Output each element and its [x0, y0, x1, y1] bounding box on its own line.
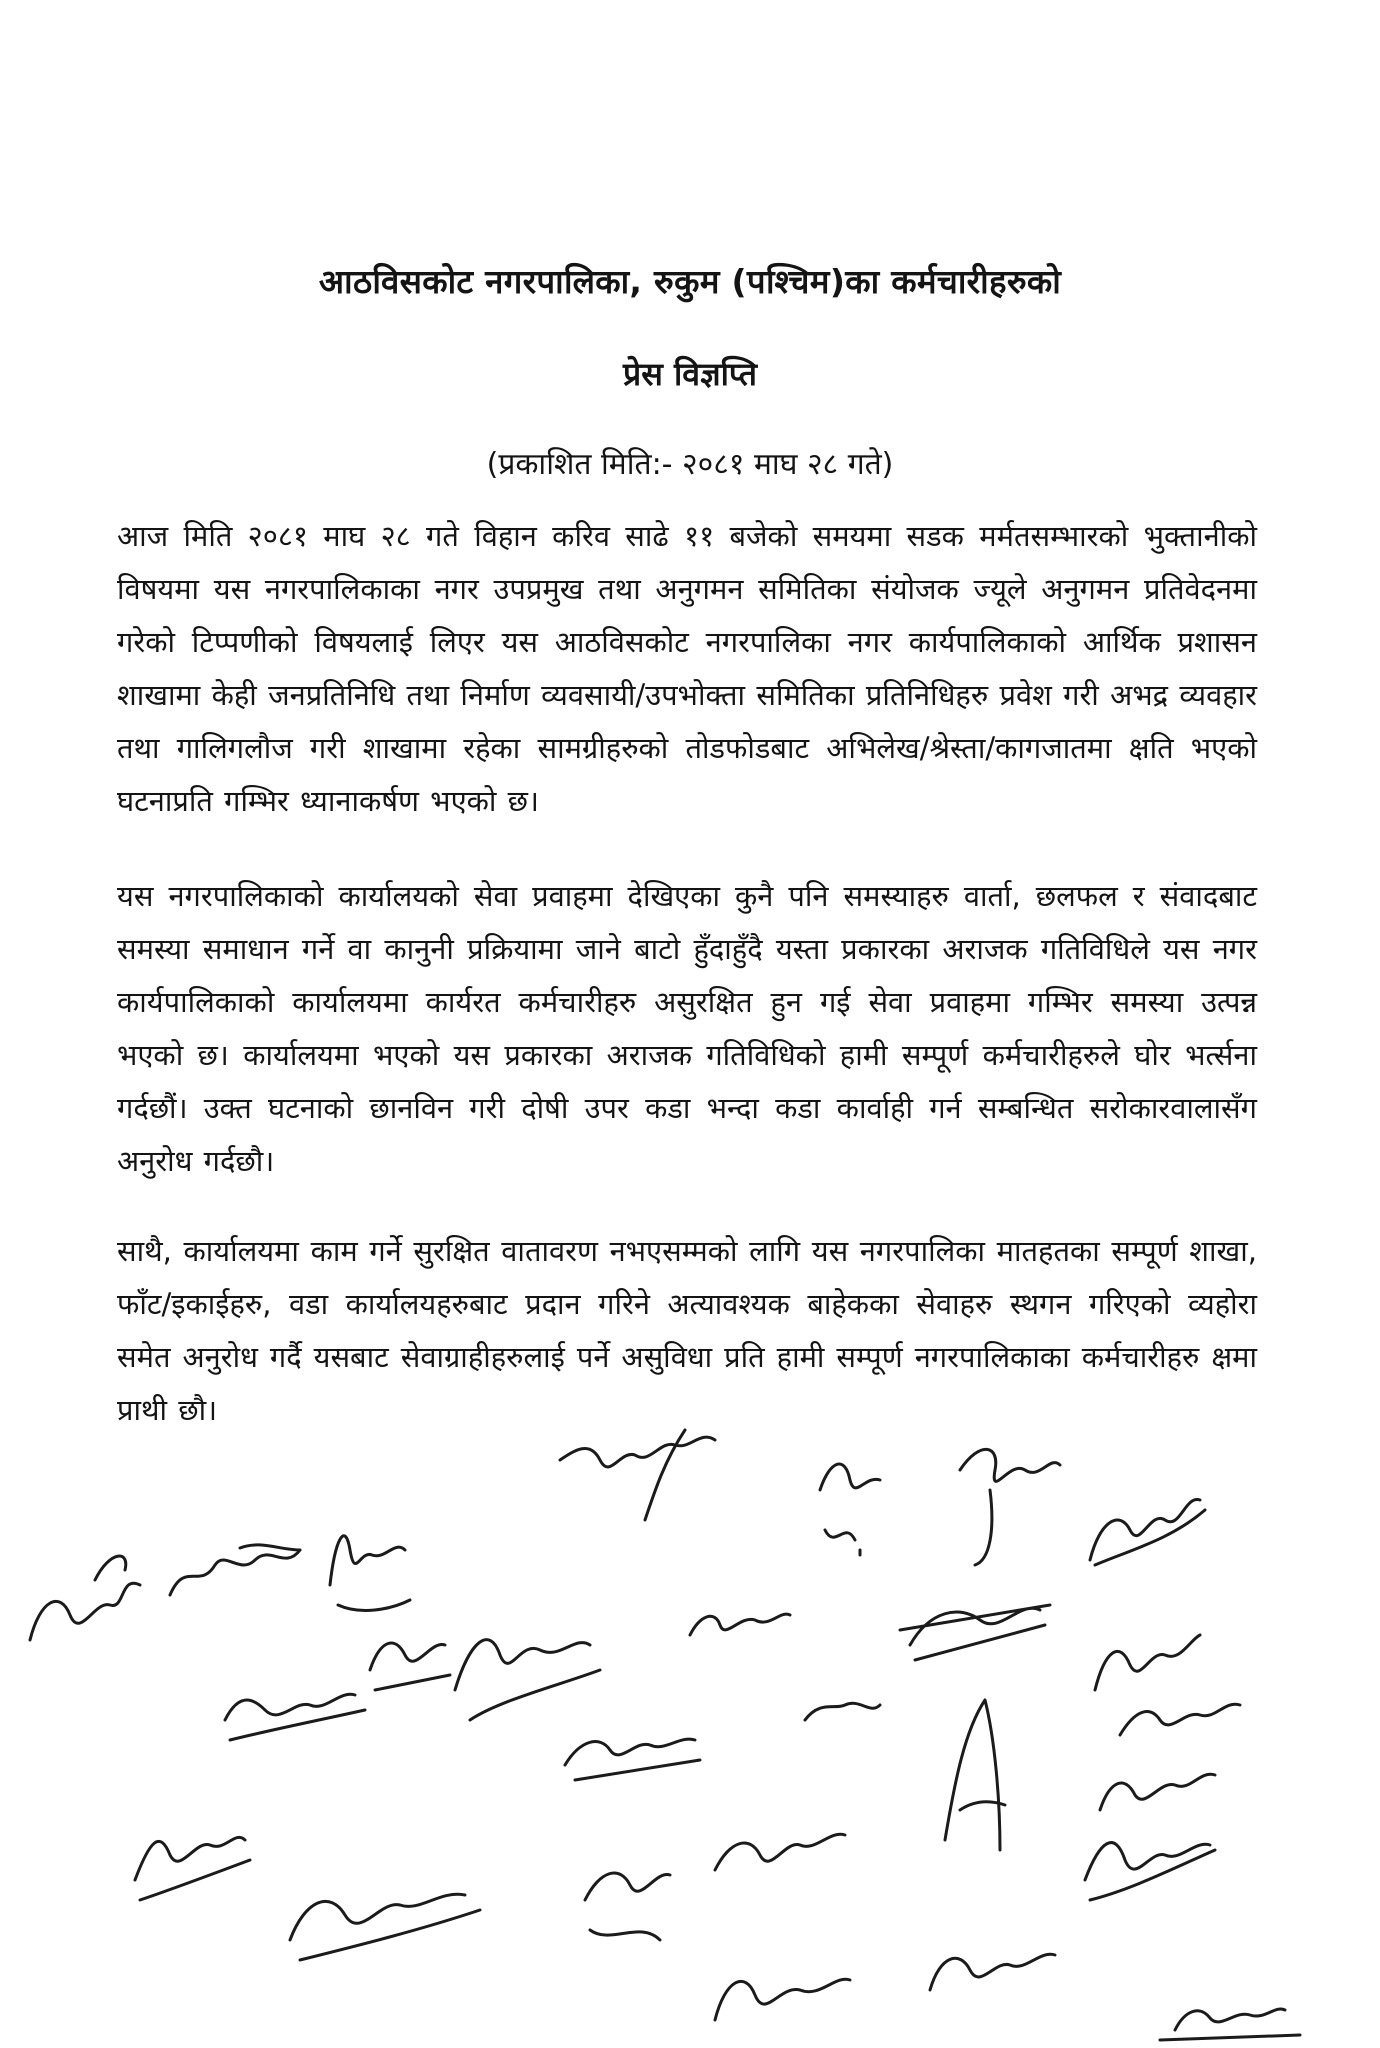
- signature-2: [170, 1545, 300, 1595]
- signature-1: [30, 1556, 140, 1640]
- signature-15: [945, 1700, 1005, 1850]
- signature-11: [1095, 1635, 1200, 1690]
- document-subtitle: प्रेस विज्ञप्ति: [623, 355, 757, 393]
- signature-23: [1160, 2009, 1300, 2040]
- signature-20: [715, 1979, 850, 2020]
- signature-25: [1100, 1774, 1215, 1810]
- signature-17: [290, 1894, 480, 1960]
- signature-18: [585, 1873, 670, 1940]
- publication-date: (प्रकाशित मिति:- २०८१ माघ २८ गते): [486, 447, 894, 482]
- signature-4: [560, 1430, 715, 1520]
- signature-5: [820, 1464, 880, 1555]
- signature-7: [1090, 1500, 1205, 1565]
- signatures-svg: [0, 1400, 1380, 2048]
- paragraph-1: आज मिति २०८१ माघ २८ गते विहान करिव साढे ११ बजेको समयमा सडक मर्मतसम्भारको भुक्तानीको विषयमा यस नगरपालिकाका नगर उपप्रमुख तथा अनुगमन समितिका संयोजक ज्यूले अनुगमन प्रतिवेदनमा गरेको टिप्पणीको विषयलाई लिएर यस आठविसकोट नगरपालिका नगर कार्यपालिकाको आर्थिक प्रशासन शाखामा केही जनप्रतिनिधि तथा निर्माण व्यवसायी/उपभोक्ता समितिका प्रतिनिधिहरु प्रवेश गरी अभद्र व्यवहार तथा गालिगलौज गरी शाखामा रहेका सामग्रीहरुको तोडफोडबाट अभिलेख/श्रेस्ता/कागजातमा क्षति भएको घटनाप्रति गम्भिर ध्यानाकर्षण भएको छ।: [117, 519, 1257, 818]
- signature-26: [370, 1643, 450, 1690]
- signature-6: [960, 1449, 1060, 1565]
- paragraph-2: यस नगरपालिकाको कार्यालयको सेवा प्रवाहमा देखिएका कुनै पनि समस्याहरु वार्ता, छलफल र संवादबाट समस्या समाधान गर्ने वा कानुनी प्रक्रियामा जाने बाटो हुँदाहुँदै यस्ता प्रकारका अराजक गतिविधिले यस नगर कार्यपालिकाको कार्यालयमा कार्यरत कर्मचारीहरु असुरक्षित हुन गई सेवा प्रवाहमा गम्भिर समस्या उत्पन्न भएको छ। कार्यालयमा भएको यस प्रकारका अराजक गतिविधिको हामी सम्पूर्ण कर्मचारीहरुले घोर भर्त्सना गर्दछौं। उक्त घटनाको छानविन गरी दोषी उपर कडा भन्दा कडा कार्वाही गर्न सम्बन्धित सरोकारवालासँग अनुरोध गर्दछौ।: [117, 879, 1257, 1178]
- signature-12: [225, 1694, 365, 1740]
- signature-21: [930, 1954, 1055, 1990]
- signature-3: [330, 1536, 410, 1611]
- paragraph-3: साथै, कार्यालयमा काम गर्ने सुरक्षित वातावरण नभएसम्मको लागि यस नगरपालिका मातहतका सम्पूर्ण शाखा, फाँट/इकाईहरु, वडा कार्यालयहरुबाट प्रदान गरिने अत्यावश्यक बाहेकका सेवाहरु स्थगन गरिएको व्यहोरा समेत अनुरोध गर्दै यसबाट सेवाग्राहीहरुलाई पर्ने असुविधा प्रति हामी सम्पूर्ण नगरपालिकाका कर्मचारीहरु क्षमा प्राथी छौ।: [117, 1234, 1257, 1427]
- signature-9: [690, 1614, 790, 1635]
- signature-8: [455, 1640, 600, 1720]
- document-title: आठविसकोट नगरपालिका, रुकुम (पश्चिम)का कर्मचारीहरुको: [318, 262, 1062, 301]
- signature-19: [715, 1834, 845, 1870]
- signature-14: [805, 1703, 880, 1720]
- signature-22: [1085, 1843, 1215, 1900]
- signature-10: [900, 1605, 1050, 1660]
- signature-16: [135, 1837, 250, 1900]
- signature-13: [565, 1739, 700, 1780]
- signatures-area: [0, 1400, 1380, 2048]
- signature-24: [1120, 1704, 1240, 1735]
